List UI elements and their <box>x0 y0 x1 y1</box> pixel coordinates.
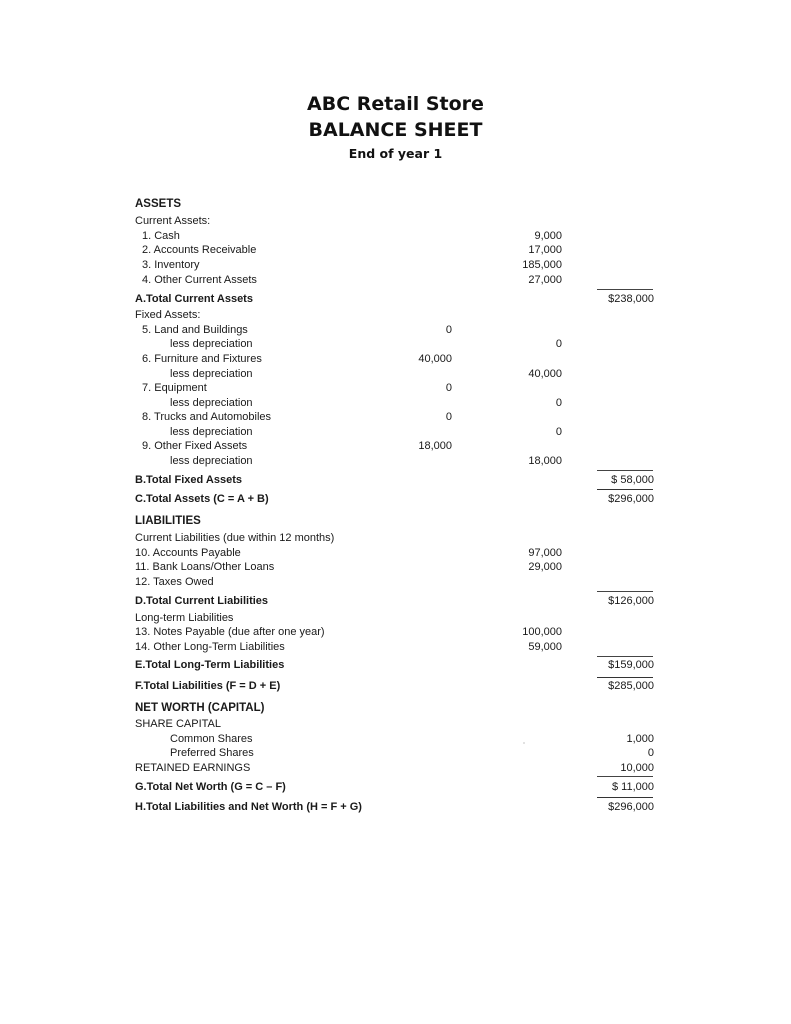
row-label: Common Shares <box>170 733 253 745</box>
row-label: NET WORTH (CAPITAL) <box>135 702 265 714</box>
row-label: 13. Notes Payable (due after one year) <box>135 626 325 638</box>
row-label: less depreciation <box>170 368 253 380</box>
sheet-row <box>0 658 791 673</box>
subtotal-rule <box>597 489 653 490</box>
sheet-row <box>0 381 791 396</box>
amount-c3: $296,000 <box>608 801 654 813</box>
row-label: SHARE CAPITAL <box>135 718 221 730</box>
row-label: 10. Accounts Payable <box>135 547 241 559</box>
row-label: 8. Trucks and Automobiles <box>142 411 272 423</box>
sheet-row <box>0 732 791 747</box>
sheet-row <box>0 640 791 655</box>
row-label: 7. Equipment <box>142 382 207 394</box>
row-label: 11. Bank Loans/Other Loans <box>135 561 275 573</box>
row-label: Preferred Shares <box>170 747 254 759</box>
row-label: B.Total Fixed Assets <box>135 474 242 486</box>
sheet-row <box>0 396 791 411</box>
row-label: A.Total Current Assets <box>135 293 253 305</box>
subtotal-rule <box>597 677 653 678</box>
amount-c3: $126,000 <box>608 595 654 607</box>
amount-c2: 27,000 <box>528 274 562 286</box>
row-label: LIABILITIES <box>135 515 201 527</box>
amount-c1: 0 <box>445 411 452 423</box>
sheet-row <box>0 439 791 454</box>
amount-c2: 100,000 <box>522 626 562 638</box>
amount-c3: $238,000 <box>608 293 654 305</box>
document-subtitle: End of year 1 <box>348 146 443 161</box>
amount-c3: 1,000 <box>626 733 654 745</box>
amount-c1: 0 <box>445 324 452 336</box>
row-label: 2. Accounts Receivable <box>142 244 257 256</box>
sheet-row <box>0 800 791 815</box>
amount-c2: 59,000 <box>528 641 562 653</box>
amount-c1: 0 <box>445 382 452 394</box>
sheet-row <box>0 337 791 352</box>
row-label: 4. Other Current Assets <box>142 274 257 286</box>
amount-c2: 17,000 <box>528 244 562 256</box>
amount-c3: 0 <box>647 747 654 759</box>
sheet-row <box>0 367 791 382</box>
row-label: less depreciation <box>170 455 253 467</box>
sheet-row <box>0 197 791 212</box>
sheet-row <box>0 560 791 575</box>
sheet-row <box>0 594 791 609</box>
sheet-row <box>0 473 791 488</box>
amount-c1: 18,000 <box>418 440 452 452</box>
row-label: 6. Furniture and Fixtures <box>142 353 262 365</box>
row-label: H.Total Liabilities and Net Worth (H = F + G) <box>135 801 362 813</box>
row-label: Current Liabilities (due within 12 months) <box>135 532 335 544</box>
amount-c2: 0 <box>555 338 562 350</box>
row-label: C.Total Assets (C = A + B) <box>135 493 269 505</box>
sheet-row <box>0 425 791 440</box>
sheet-row <box>0 717 791 732</box>
sheet-row <box>0 323 791 338</box>
subtotal-rule <box>597 776 653 777</box>
sheet-row <box>0 746 791 761</box>
sheet-row <box>0 531 791 546</box>
amount-c2: 40,000 <box>528 368 562 380</box>
row-label: E.Total Long-Term Liabilities <box>135 659 285 671</box>
amount-c2: 0 <box>555 397 562 409</box>
amount-c2: 97,000 <box>528 547 562 559</box>
row-label: ASSETS <box>135 198 182 210</box>
amount-c3: $296,000 <box>608 493 654 505</box>
sheet-row <box>0 546 791 561</box>
sheet-row <box>0 214 791 229</box>
subtotal-rule <box>597 797 653 798</box>
subtotal-rule <box>597 591 653 592</box>
amount-c3: $285,000 <box>608 680 654 692</box>
row-label: F.Total Liabilities (F = D + E) <box>135 680 281 692</box>
row-label: 9. Other Fixed Assets <box>142 440 248 452</box>
row-label: 1. Cash <box>142 230 180 242</box>
amount-c2: 0 <box>555 426 562 438</box>
sheet-row <box>0 679 791 694</box>
sheet-row <box>0 492 791 507</box>
amount-c2: 185,000 <box>522 259 562 271</box>
sheet-row <box>0 292 791 307</box>
sheet-row <box>0 308 791 323</box>
sheet-row <box>0 258 791 273</box>
sheet-row <box>0 454 791 469</box>
company-name: ABC Retail Store <box>307 93 484 115</box>
amount-c3: $ 11,000 <box>611 781 654 793</box>
sheet-row <box>0 575 791 590</box>
row-label: 14. Other Long-Term Liabilities <box>135 641 285 653</box>
document-title: BALANCE SHEET <box>308 119 483 141</box>
row-label: less depreciation <box>170 338 253 350</box>
row-label: D.Total Current Liabilities <box>135 595 269 607</box>
sheet-row <box>0 229 791 244</box>
amount-c1: 40,000 <box>418 353 452 365</box>
amount-c3: $ 58,000 <box>611 474 654 486</box>
amount-c2: 18,000 <box>528 455 562 467</box>
sheet-row <box>0 352 791 367</box>
row-label: Current Assets: <box>135 215 211 227</box>
row-label: Long-term Liabilities <box>135 612 234 624</box>
amount-c3: 10,000 <box>620 762 654 774</box>
subtotal-rule <box>597 289 653 290</box>
subtotal-rule <box>597 470 653 471</box>
row-label: less depreciation <box>170 426 253 438</box>
sheet-row <box>0 410 791 425</box>
sheet-row <box>0 761 791 776</box>
sheet-row <box>0 625 791 640</box>
amount-c2: 29,000 <box>528 561 562 573</box>
subtotal-rule <box>597 656 653 657</box>
scan-speck <box>523 742 525 744</box>
sheet-row <box>0 514 791 529</box>
amount-c2: 9,000 <box>534 230 562 242</box>
row-label: 12. Taxes Owed <box>135 576 214 588</box>
row-label: 5. Land and Buildings <box>142 324 248 336</box>
row-label: less depreciation <box>170 397 253 409</box>
row-label: Fixed Assets: <box>135 309 201 321</box>
row-label: G.Total Net Worth (G = C – F) <box>135 781 286 793</box>
amount-c3: $159,000 <box>608 659 654 671</box>
row-label: 3. Inventory <box>142 259 200 271</box>
sheet-row <box>0 611 791 626</box>
sheet-row <box>0 780 791 795</box>
sheet-row <box>0 243 791 258</box>
sheet-row <box>0 273 791 288</box>
sheet-row <box>0 701 791 716</box>
row-label: RETAINED EARNINGS <box>135 762 251 774</box>
